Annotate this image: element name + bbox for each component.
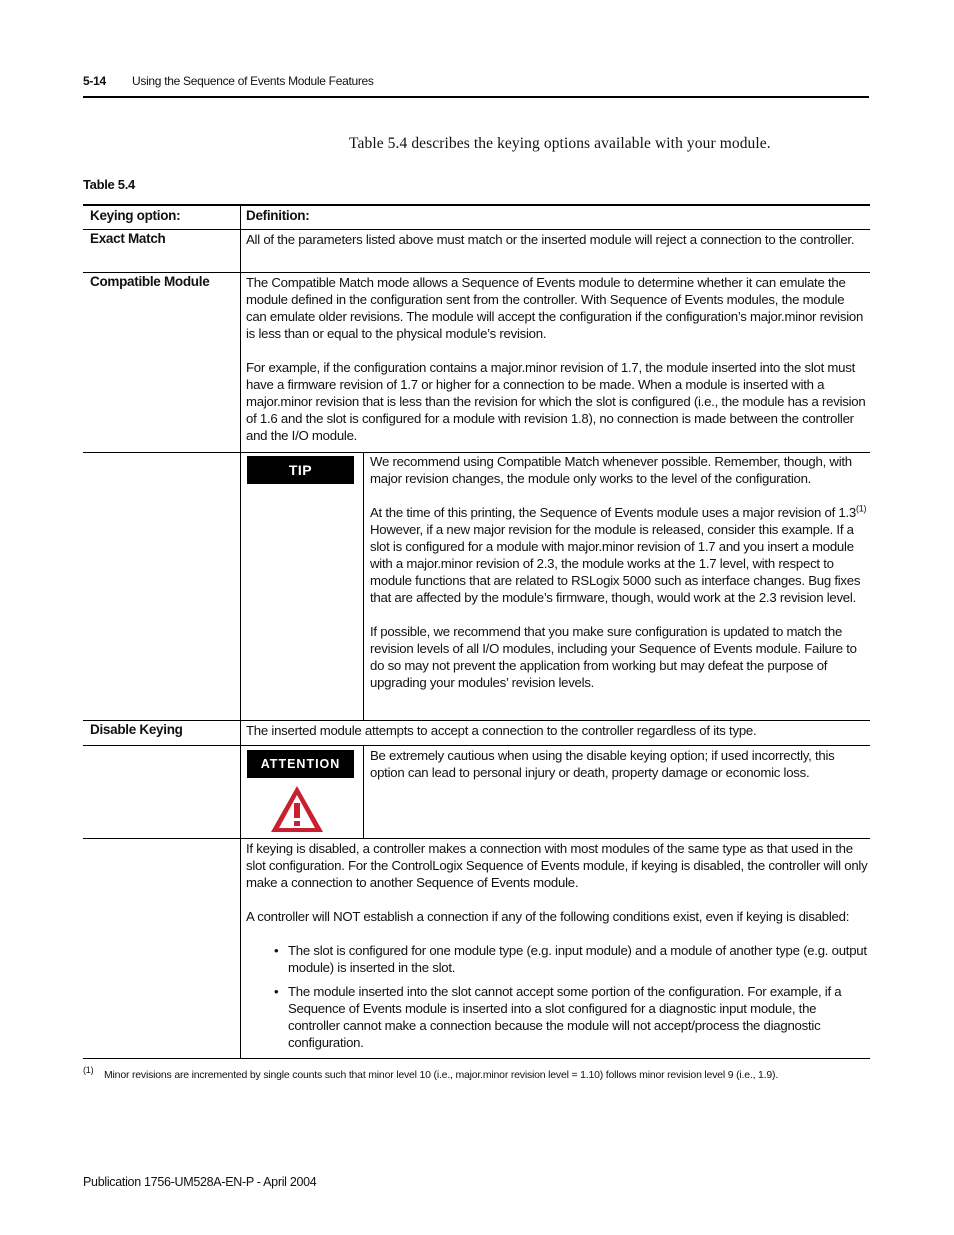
attention-text: Be extremely cautious when using the disable keying option; if used incorrectly, this option can lead to personal injury or death, property damage or economic loss. — [370, 748, 835, 780]
footnote-text: Minor revisions are incremented by single counts such that minor level 10 (i.e., major.minor revision level = 1.10) follows minor revision level 9 (i.e., 1.9). — [104, 1069, 779, 1081]
row-divider — [83, 838, 870, 839]
warning-triangle-icon — [269, 784, 325, 834]
compatible-example-paragraph: For example, if the configuration contains a major.minor revision of 1.7, the module inserted into the slot must have a firmware revision of 1.7 or higher for a connection to be made. When a module is inserted with a major.minor revision that is less than the revision for which the slot is configured (i.e., the module has a revision of 1.6 and the slot is configured for a module with revision 1.8), no connection is made between the controller and the I/O module. — [246, 360, 866, 443]
footnote-mark: (1) — [83, 1065, 94, 1075]
tip-revision-text-b: However, if a new major revision for the module is released, consider this example. If a slot is configured for a module with major.minor revision of 1.7 and you insert a module with a major.minor revision of 2.3, the module works at the 1.7 level, with respect to module functions that are related to RSLogix 5000 such as interface changes. Bug fixes that are affected by the module’s firmware, though, would work at the 2.3 revision level. — [370, 522, 861, 605]
tip-divider — [363, 452, 364, 720]
list-item: • The slot is configured for one module type (e.g. input module) and a module of another type (e.g. output module) is inserted in the slot. — [274, 943, 867, 975]
publication-info: Publication 1756-UM528A-EN-P - April 2004 — [83, 1175, 317, 1189]
col-header-keying-option: Keying option: — [90, 208, 181, 223]
footnote-ref: (1) — [856, 503, 867, 514]
col-header-definition: Definition: — [246, 208, 310, 223]
row-divider — [83, 229, 870, 230]
disable-keying-definition: The inserted module attempts to accept a connection to the controller regardless of its type. — [246, 723, 757, 738]
disable-keying-details — [246, 840, 868, 1051]
column-divider — [240, 204, 241, 1059]
not-establish-paragraph: A controller will NOT establish a connection if any of the following conditions exist, even if keying is disabled: — [246, 909, 850, 924]
disable-keying-paragraph: If keying is disabled, a controller makes a connection with most modules of the same type as that used in the slot configuration. For the ControlLogix Sequence of Events module, if keying is disabled, the controller will only make a connection to another Sequence of Events module. — [246, 841, 868, 890]
tip-revision-text-a: At the time of this printing, the Sequence of Events module uses a major revision of 1.3 — [370, 505, 856, 520]
table-bottom-rule — [83, 1058, 870, 1059]
attention-badge: ATTENTION — [247, 750, 354, 778]
chapter-title: Using the Sequence of Events Module Features — [132, 74, 374, 88]
tip-content — [370, 453, 868, 691]
option-exact-match: Exact Match — [90, 231, 166, 246]
option-disable-keying: Disable Keying — [90, 722, 183, 737]
exact-match-definition: All of the parameters listed above must match or the inserted module will reject a connection to the controller. — [246, 232, 855, 247]
table-top-rule — [83, 204, 870, 206]
list-item: • The module inserted into the slot cannot accept some portion of the configuration. For example, if a Sequence of Events module is inserted into a slot configured for a diagnostic input module, the controller cannot make a connection because the module will not accept/process the diagnostic configuration. — [274, 984, 842, 1050]
tip-recommend-paragraph: If possible, we recommend that you make sure configuration is updated to match the revision levels of all I/O modules, including your Sequence of Events module. Failure to do so may not prevent the application from working but may defeat the purpose of upgrading your modules’ revision levels. — [370, 624, 857, 690]
row-divider — [83, 745, 870, 746]
page-header — [83, 72, 869, 98]
tip-badge: TIP — [247, 456, 354, 484]
compatible-paragraph: The Compatible Match mode allows a Sequence of Events module to determine whether it can emulate the module defined in the configuration sent from the controller. With Sequence of Events modules, the module can emulate older revisions. The module will accept the configuration if the configuration’s major.minor revision is less than or equal to the physical module’s revision. — [246, 275, 864, 341]
conditions-list — [274, 942, 868, 1051]
intro-text: Table 5.4 describes the keying options available with your module. — [349, 135, 771, 152]
row-divider — [83, 720, 870, 721]
table-caption: Table 5.4 — [83, 177, 135, 192]
row-divider — [83, 272, 870, 273]
tip-paragraph: We recommend using Compatible Match whenever possible. Remember, though, with major revision changes, the module only works to the level of the configuration. — [370, 454, 852, 486]
page-number: 5-14 — [83, 74, 106, 88]
attention-divider — [363, 745, 364, 838]
option-compatible-module: Compatible Module — [90, 274, 210, 289]
tip-revision-paragraph — [370, 504, 868, 606]
compatible-definition — [246, 274, 868, 444]
